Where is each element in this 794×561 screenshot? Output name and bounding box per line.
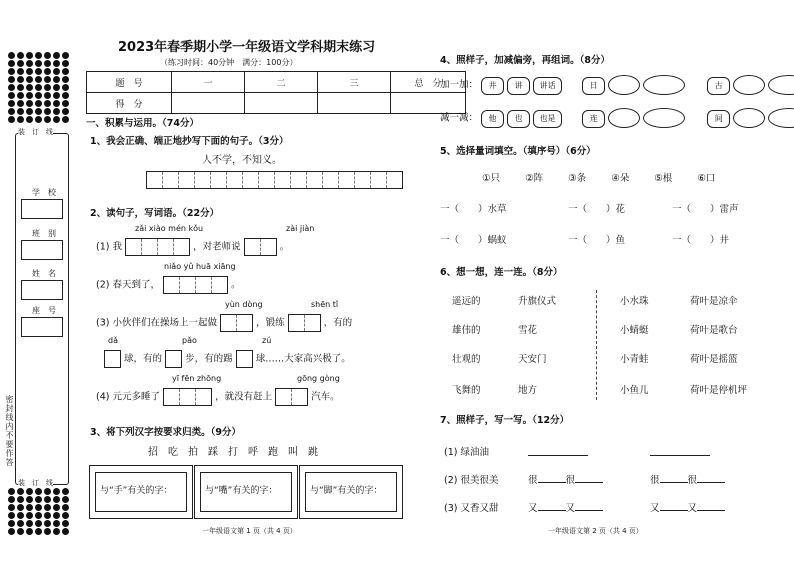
- q7-blank[interactable]: [575, 500, 603, 511]
- decor-dot: [44, 100, 51, 107]
- q7-blank[interactable]: [575, 472, 603, 483]
- q3-box-hand-label: 与“手”有关的字：: [95, 472, 187, 512]
- q4-sub-blank[interactable]: [608, 108, 640, 128]
- q2-3-num: (3): [96, 317, 110, 329]
- q7-blank[interactable]: [538, 472, 566, 483]
- q4-add-char1: 日: [582, 77, 605, 95]
- q5-row1-b[interactable]: 一（ ）花: [568, 204, 626, 215]
- q4-add-ex2: 讲: [507, 77, 530, 95]
- q5-option: ①只: [482, 173, 501, 184]
- decor-dot: [26, 520, 33, 527]
- q7-word: 很: [528, 475, 538, 486]
- decor-dot: [8, 108, 15, 115]
- q5-row1-c[interactable]: 一（ ）雷声: [672, 204, 739, 215]
- score-cell[interactable]: [318, 93, 391, 114]
- q3-box-mouth-label: 与“嘴”有关的字：: [200, 472, 292, 512]
- decor-dot: [62, 528, 69, 535]
- q5-title: 5、选择量词填空。（填序号）（6分）: [440, 146, 596, 157]
- decor-dot: [35, 520, 42, 527]
- decor-dot: [26, 504, 33, 511]
- q7-blank[interactable]: [660, 472, 688, 483]
- decor-dot: [17, 84, 24, 91]
- q2-4-line: [96, 388, 340, 406]
- q3-box-foot-label: 与“脚”有关的字：: [305, 472, 397, 512]
- seal-notice: 密封线内不要作答: [5, 395, 14, 467]
- q4-sub-blank[interactable]: [768, 108, 794, 128]
- decor-dot: [35, 528, 42, 535]
- q7-blank[interactable]: [538, 500, 566, 511]
- decor-dot: [26, 92, 33, 99]
- decor-dot: [17, 528, 24, 535]
- decor-dot: [35, 76, 42, 83]
- decor-dot: [17, 92, 24, 99]
- q2-1-pinyin: zǎi xiào mén kǒu: [135, 224, 204, 233]
- q2-1-end: 。: [279, 241, 290, 253]
- q6-divider: [596, 290, 597, 400]
- decor-dot: [17, 60, 24, 67]
- decor-dot: [17, 496, 24, 503]
- decor-dot: [53, 116, 60, 123]
- q2-3-grid[interactable]: [220, 314, 253, 332]
- q5-option: ⑥口: [697, 173, 716, 184]
- q2-1-mid: ，对老师说: [193, 241, 241, 253]
- q4-sub-blank[interactable]: [733, 108, 765, 128]
- part1-heading: 一、积累与运用。（74分）: [86, 118, 199, 129]
- q2-3b-t3: 球……大家高兴极了。: [255, 353, 351, 365]
- decor-dot: [62, 100, 69, 107]
- q5-row2-b[interactable]: 一（ ）鱼: [568, 235, 626, 246]
- q2-3-mid: ，锻练: [256, 317, 285, 329]
- q6-col3-item: 小鱼儿: [620, 385, 649, 396]
- seal-bottom-label: 装 订 线: [18, 479, 53, 487]
- q4-add-blank[interactable]: [733, 75, 765, 95]
- q7-word: 又: [687, 503, 698, 514]
- q6-title: 6、想一想，连一连。（8分）: [440, 267, 563, 278]
- decor-dot: [8, 100, 15, 107]
- decor-dot: [26, 108, 33, 115]
- q2-2-num: (2): [96, 279, 110, 291]
- q2-3b-pinyin1: dǎ: [108, 336, 118, 345]
- decor-dot: [26, 60, 33, 67]
- decor-dot: [8, 488, 15, 495]
- q6-col4-item: 荷叶是歌台: [690, 325, 738, 336]
- decor-dot: [44, 504, 51, 511]
- score-table: [86, 71, 466, 114]
- footer-left: 一年级语文第 1 页（共 4 页）: [202, 527, 297, 535]
- decor-dot: [62, 116, 69, 123]
- q4-sub-row: [440, 108, 794, 128]
- q5-option: ④朵: [611, 173, 630, 184]
- q5-option: ②阵: [525, 173, 544, 184]
- q7-title: 7、照样子，写一写。（12分）: [440, 415, 570, 426]
- decor-dot: [62, 108, 69, 115]
- decor-dot: [35, 60, 42, 67]
- decor-dot: [44, 76, 51, 83]
- q7-item2: (2) 很美很美: [444, 475, 499, 486]
- q6-col4-item: 荷叶是停机坪: [690, 385, 748, 396]
- q5-row2-c[interactable]: 一（ ）井: [672, 235, 730, 246]
- decor-dot: [17, 116, 24, 123]
- decor-dot: [8, 116, 15, 123]
- q2-3b-pinyin3: zú: [262, 336, 272, 345]
- q5-row2-a[interactable]: 一（ ）蜗蚁: [440, 235, 507, 246]
- decor-dot: [44, 108, 51, 115]
- decor-dot: [44, 60, 51, 67]
- decor-dot: [8, 52, 15, 59]
- decor-dot: [35, 100, 42, 107]
- q2-3-pinyin: yùn dòng: [225, 300, 263, 309]
- decor-dot: [53, 488, 60, 495]
- decor-dot: [35, 68, 42, 75]
- q2-3-line: [96, 314, 352, 332]
- q2-4-grid2[interactable]: [275, 388, 308, 406]
- decor-dot: [44, 520, 51, 527]
- q2-4-pre: 元元多睡了: [112, 391, 161, 403]
- decor-dot: [62, 52, 69, 59]
- decor-dot: [26, 52, 33, 59]
- q2-4-mid: ，就没有赶上: [215, 391, 273, 403]
- bottom-dot-pattern: [8, 488, 72, 535]
- q7-blank[interactable]: [660, 500, 688, 511]
- decor-dot: [35, 116, 42, 123]
- decor-dot: [44, 512, 51, 519]
- decor-dot: [53, 520, 60, 527]
- decor-dot: [35, 108, 42, 115]
- decor-dot: [26, 488, 33, 495]
- q4-add-blank[interactable]: [608, 75, 640, 95]
- decor-dot: [53, 100, 60, 107]
- decor-dot: [53, 60, 60, 67]
- q7-blank[interactable]: [650, 445, 710, 456]
- q1-writing-grid[interactable]: [146, 171, 403, 189]
- decor-dot: [17, 512, 24, 519]
- score-cell[interactable]: [245, 93, 318, 114]
- q4-sub-ex2: 也: [507, 110, 530, 128]
- decor-dot: [44, 52, 51, 59]
- q4-add-blank[interactable]: [768, 75, 794, 95]
- class-label: 班 别: [32, 229, 56, 238]
- q4-add-ex3: 讲话: [533, 77, 562, 95]
- decor-dot: [8, 68, 15, 75]
- q2-3-pre: 小伙伴们在操场上一起做: [112, 317, 218, 329]
- q2-title: 2、读句子，写词语。（22分）: [90, 208, 220, 219]
- decor-dot: [8, 520, 15, 527]
- q6-col1-item: 雄伟的: [452, 325, 481, 336]
- decor-dot: [53, 68, 60, 75]
- q4-sub-char1: 连: [582, 110, 605, 128]
- decor-dot: [26, 528, 33, 535]
- decor-dot: [26, 100, 33, 107]
- q6-col2-item: 地方: [518, 385, 538, 396]
- q2-2-pinyin: niǎo yǔ huā xiāng: [164, 262, 236, 271]
- decor-dot: [44, 92, 51, 99]
- q4-sub-label: 减一减：: [440, 112, 479, 124]
- seat-label: 座 号: [32, 306, 56, 315]
- q7-blank[interactable]: [697, 500, 725, 511]
- decor-dot: [17, 108, 24, 115]
- decor-dot: [26, 116, 33, 123]
- q6-col1-item: 壮观的: [452, 354, 481, 365]
- q7-blank[interactable]: [528, 445, 588, 456]
- decor-dot: [53, 528, 60, 535]
- q3-box-foot[interactable]: [299, 465, 403, 519]
- decor-dot: [35, 504, 42, 511]
- q6-col4-item: 荷叶是摇篮: [690, 354, 738, 365]
- q4-add-char2: 古: [707, 77, 730, 95]
- decor-dot: [8, 528, 15, 535]
- q7-blank[interactable]: [697, 472, 725, 483]
- q2-1-line: [96, 238, 289, 256]
- q2-3-grid2[interactable]: [288, 314, 321, 332]
- q6-col2-item: 天安门: [518, 354, 547, 365]
- q2-4-pinyin: yī fēn zhōng: [172, 374, 222, 383]
- decor-dot: [26, 68, 33, 75]
- decor-dot: [8, 496, 15, 503]
- q3-box-hand[interactable]: [89, 465, 193, 519]
- q2-1-pre: 我: [112, 241, 123, 253]
- q5-option: ⑤根: [654, 173, 673, 184]
- q4-add-ex1: 井: [481, 77, 504, 95]
- decor-dot: [8, 60, 15, 67]
- q2-3b-t2: 步，有的踢: [185, 353, 233, 365]
- q7-word: 很: [687, 475, 698, 486]
- page-subtitle: （练习时间：40分钟 满分：100分）: [160, 58, 298, 67]
- decor-dot: [17, 68, 24, 75]
- decor-dot: [8, 84, 15, 91]
- decor-dot: [44, 496, 51, 503]
- name-field[interactable]: [21, 280, 63, 300]
- decor-dot: [35, 512, 42, 519]
- decor-dot: [62, 496, 69, 503]
- decor-dot: [62, 60, 69, 67]
- q7-row3-right: [650, 500, 725, 514]
- decor-dot: [8, 512, 15, 519]
- q5-options: [482, 170, 715, 184]
- decor-dot: [8, 504, 15, 511]
- decor-dot: [26, 512, 33, 519]
- decor-dot: [17, 520, 24, 527]
- decor-dot: [26, 496, 33, 503]
- q4-sub-ex1: 他: [481, 110, 504, 128]
- q2-1-pinyin2: zài jiàn: [286, 224, 315, 233]
- q2-1-grid2[interactable]: [244, 238, 277, 256]
- score-header: 三: [318, 72, 391, 93]
- q7-row2-left: [528, 472, 603, 486]
- q2-3b-pinyin2: pǎo: [182, 336, 197, 345]
- q6-col4-item: 荷叶是凉伞: [690, 296, 738, 307]
- decor-dot: [17, 100, 24, 107]
- q4-sub-char2: 间: [707, 110, 730, 128]
- decor-dot: [35, 52, 42, 59]
- decor-dot: [8, 76, 15, 83]
- decor-dot: [62, 512, 69, 519]
- decor-dot: [8, 92, 15, 99]
- q2-2-line: [96, 276, 241, 294]
- q6-col2-item: 雪花: [518, 325, 538, 336]
- q2-2-end: 。: [231, 279, 241, 291]
- q7-word: 又: [650, 503, 660, 514]
- q3-chars: 招 吃 拍 踩 打 呼 跑 叫 跳: [148, 447, 318, 458]
- score-row-label: 得 分: [87, 93, 172, 114]
- decor-dot: [53, 84, 60, 91]
- score-header: 总 分: [391, 72, 466, 93]
- q2-2-grid[interactable]: [163, 276, 228, 294]
- decor-dot: [17, 76, 24, 83]
- q2-3b-grid2[interactable]: [165, 350, 182, 368]
- score-cell[interactable]: [172, 93, 245, 114]
- q7-word: 又: [565, 503, 576, 514]
- class-field[interactable]: [21, 240, 63, 260]
- q2-1-num: (1): [96, 241, 110, 253]
- q2-4-grid[interactable]: [163, 388, 212, 406]
- decor-dot: [26, 84, 33, 91]
- school-field[interactable]: [21, 199, 63, 219]
- q3-box-mouth[interactable]: [194, 465, 298, 519]
- q2-3b-grid1[interactable]: [104, 350, 121, 368]
- seal-top-label: 装 订 线: [18, 128, 53, 136]
- q6-col3-item: 小青蛙: [620, 354, 649, 365]
- decor-dot: [53, 92, 60, 99]
- decor-dot: [17, 52, 24, 59]
- decor-dot: [62, 68, 69, 75]
- q4-sub-ex3: 也是: [533, 110, 562, 128]
- decor-dot: [62, 488, 69, 495]
- q6-col1-item: 遥远的: [452, 296, 481, 307]
- decor-dot: [53, 504, 60, 511]
- decor-dot: [53, 496, 60, 503]
- q4-sub-blank[interactable]: [643, 108, 685, 128]
- decor-dot: [17, 504, 24, 511]
- decor-dot: [35, 84, 42, 91]
- q5-option: ③条: [568, 173, 587, 184]
- q7-item3: (3) 又香又甜: [444, 503, 499, 514]
- q2-1-grid[interactable]: [125, 238, 190, 256]
- decor-dot: [44, 116, 51, 123]
- score-header: 题 号: [87, 72, 172, 93]
- q2-3b-t1: 球，有的: [124, 353, 163, 365]
- decor-dot: [62, 504, 69, 511]
- name-label: 姓 名: [32, 269, 56, 278]
- q2-3-pinyin2: shēn tǐ: [311, 300, 339, 309]
- q2-4-end: 汽车。: [311, 391, 340, 403]
- q7-row3-left: [528, 500, 603, 514]
- decor-dot: [53, 512, 60, 519]
- decor-dot: [62, 84, 69, 91]
- seat-field[interactable]: [21, 317, 63, 337]
- q2-4-num: (4): [96, 391, 110, 403]
- decor-dot: [17, 488, 24, 495]
- score-header: 二: [245, 72, 318, 93]
- score-header: 一: [172, 72, 245, 93]
- decor-dot: [62, 92, 69, 99]
- decor-dot: [35, 496, 42, 503]
- top-dot-pattern: [8, 52, 72, 123]
- q4-add-label: 加一加：: [440, 79, 479, 91]
- q1-title: 1、我会正确、端正地抄写下面的句子。（3分）: [90, 136, 289, 147]
- q6-col1-item: 飞舞的: [452, 385, 481, 396]
- q4-add-row: [440, 75, 794, 95]
- q4-title: 4、照样子，加减偏旁，再组词。（8分）: [440, 55, 610, 66]
- q2-3b-grid3[interactable]: [236, 350, 253, 368]
- decor-dot: [53, 108, 60, 115]
- q7-word: 很: [650, 475, 660, 486]
- footer-right: 一年级语文第 2 页（共 4 页）: [548, 527, 643, 535]
- q7-item1: (1) 绿油油: [444, 447, 489, 458]
- decor-dot: [62, 76, 69, 83]
- page-title: 2023年春季期小学一年级语文学科期末练习: [118, 40, 376, 55]
- decor-dot: [53, 76, 60, 83]
- q6-col2-item: 升旗仪式: [518, 296, 557, 307]
- school-label: 学 校: [32, 188, 56, 197]
- q2-4-pinyin2: gōng gòng: [297, 374, 340, 383]
- decor-dot: [44, 84, 51, 91]
- q2-3-end: ，有的: [323, 317, 353, 329]
- decor-dot: [44, 488, 51, 495]
- decor-dot: [44, 68, 51, 75]
- decor-dot: [35, 488, 42, 495]
- decor-dot: [62, 520, 69, 527]
- decor-dot: [53, 52, 60, 59]
- q6-col3-item: 小蜻蜓: [620, 325, 649, 336]
- q5-row1-a[interactable]: 一（ ）水草: [440, 204, 507, 215]
- q4-add-blank[interactable]: [643, 75, 685, 95]
- decor-dot: [35, 92, 42, 99]
- q1-sentence: 人不学，不知义。: [202, 155, 282, 166]
- q7-word: 很: [565, 475, 576, 486]
- q7-row2-right: [650, 472, 725, 486]
- q7-word: 又: [528, 503, 538, 514]
- decor-dot: [44, 528, 51, 535]
- q3-title: 3、将下列汉字按要求归类。（9分）: [90, 427, 241, 438]
- q2-2-pre: 春天到了，: [112, 279, 161, 291]
- decor-dot: [26, 76, 33, 83]
- q6-col3-item: 小水珠: [620, 296, 649, 307]
- q2-3b-line: [104, 350, 351, 368]
